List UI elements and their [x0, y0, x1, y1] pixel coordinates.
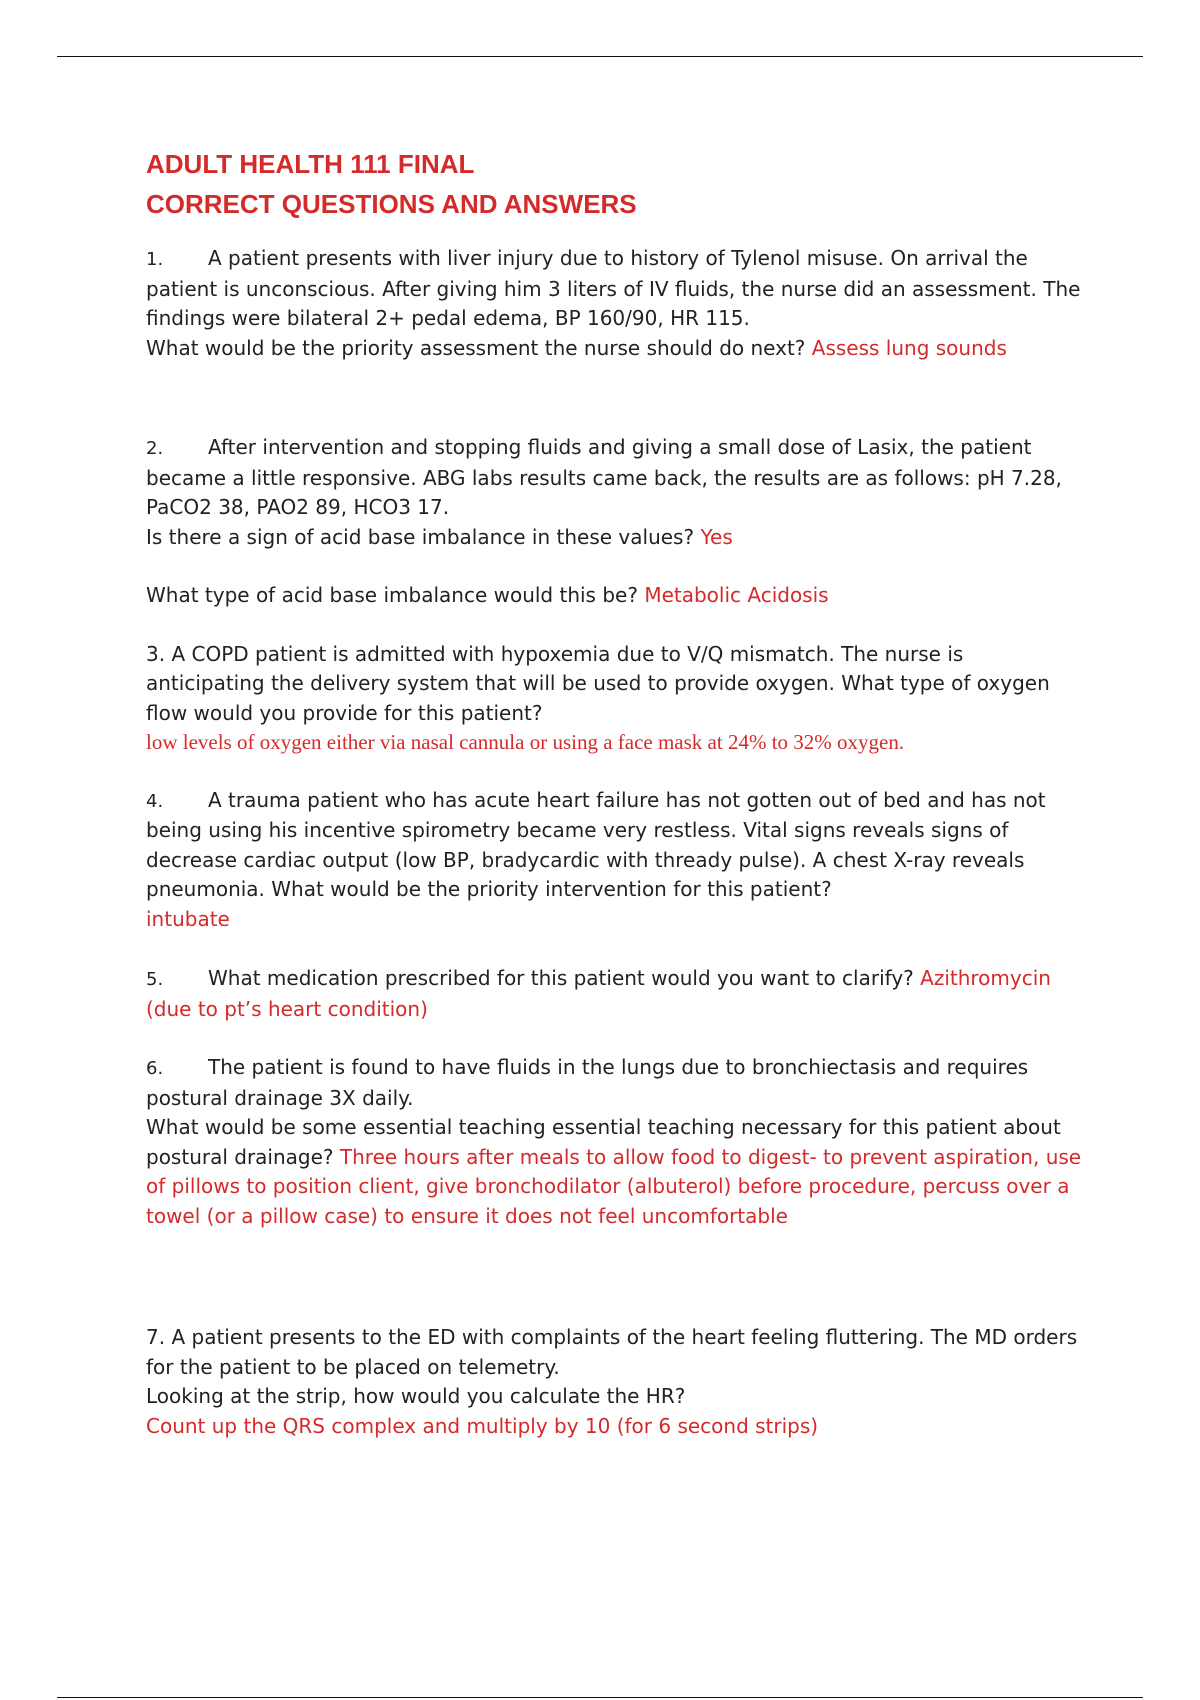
- question-answer: intubate: [146, 906, 230, 931]
- question-text: What medication prescribed for this patient would you want to clarify?: [208, 966, 914, 990]
- question-answer: Azithromycin (due to pt’s heart condition): [146, 966, 1051, 1021]
- question-prompt: Is there a sign of acid base imbalance in these values?: [146, 524, 695, 549]
- question-5: [146, 964, 1082, 1024]
- question-answer: Assess lung sounds: [811, 335, 1007, 360]
- question-number: 3.: [146, 641, 166, 666]
- followup-answer: Metabolic Acidosis: [644, 583, 829, 607]
- document-title: [146, 144, 1082, 224]
- question-text: A trauma patient who has acute heart failure has not gotten out of bed and has not being using his incentive spirometry became very restless. Vital signs reveals signs of decrease cardiac output (low BP, bradycardic with thready pulse). A chest X-ray reveals pneumonia. What would be the priority intervention for this patient?: [146, 787, 1046, 901]
- document-body: [146, 144, 1082, 1441]
- question-text: A patient presents to the ED with complaints of the heart feeling fluttering. The MD orders for the patient to be placed on telemetry.: [146, 1325, 1078, 1379]
- question-text: A COPD patient is admitted with hypoxemia due to V/Q mismatch. The nurse is anticipating the delivery system that will be used to provide oxygen. What type of oxygen flow would you provide for this patient?: [146, 641, 1050, 725]
- followup-prompt: What type of acid base imbalance would this be?: [146, 583, 638, 607]
- question-prompt: What would be the priority assessment the nurse should do next?: [146, 335, 806, 360]
- question-answer: Yes: [700, 524, 733, 549]
- question-number: 6.: [146, 1058, 164, 1079]
- question-number: 5.: [146, 969, 164, 990]
- question-prompt: Looking at the strip, how would you calculate the HR?: [146, 1384, 686, 1408]
- title-line-1: ADULT HEALTH 111 FINAL: [146, 149, 475, 179]
- question-text: After intervention and stopping fluids and giving a small dose of Lasix, the patient became a little responsive. ABG labs results came back, the results are as follows: pH 7.28, PaCO2 38, PAO2 89, HCO3 17.: [146, 435, 1062, 519]
- question-list: [146, 244, 1082, 1441]
- question-2: [146, 433, 1082, 611]
- question-answer: Three hours after meals to allow food to digest- to prevent aspiration, use of pillows to position client, give bronchodilator (albuterol) before procedure, percuss over a towel (or a pillow case) to ensure it does not feel uncomfortable: [146, 1144, 1082, 1228]
- question-6: [146, 1053, 1082, 1231]
- question-4: [146, 786, 1082, 935]
- question-text: A patient presents with liver injury due to history of Tylenol misuse. On arrival the patient is unconscious. After giving him 3 liters of IV fluids, the nurse did an assessment. The findings were bilateral 2+ pedal edema, BP 160/90, HR 115.: [146, 246, 1081, 330]
- question-prompt: What would be some essential teaching essential teaching necessary for this patient about postural drainage?: [146, 1115, 1061, 1169]
- question-number: 1.: [146, 249, 164, 270]
- question-7: [146, 1323, 1082, 1441]
- followup: [146, 581, 1082, 611]
- question-answer: low levels of oxygen either via nasal cannula or using a face mask at 24% to 32% oxygen.: [146, 730, 905, 754]
- bottom-rule: [57, 1697, 1143, 1698]
- title-line-2: CORRECT QUESTIONS AND ANSWERS: [146, 189, 637, 219]
- question-number: 7.: [146, 1325, 166, 1349]
- question-text: The patient is found to have fluids in the lungs due to bronchiectasis and requires postural drainage 3X daily.: [146, 1055, 1029, 1110]
- question-1: [146, 244, 1082, 363]
- question-number: 4.: [146, 790, 164, 812]
- question-answer: Count up the QRS complex and multiply by 10 (for 6 second strips): [146, 1413, 819, 1438]
- question-3: [146, 640, 1082, 758]
- question-number: 2.: [146, 438, 164, 459]
- top-rule: [57, 56, 1143, 57]
